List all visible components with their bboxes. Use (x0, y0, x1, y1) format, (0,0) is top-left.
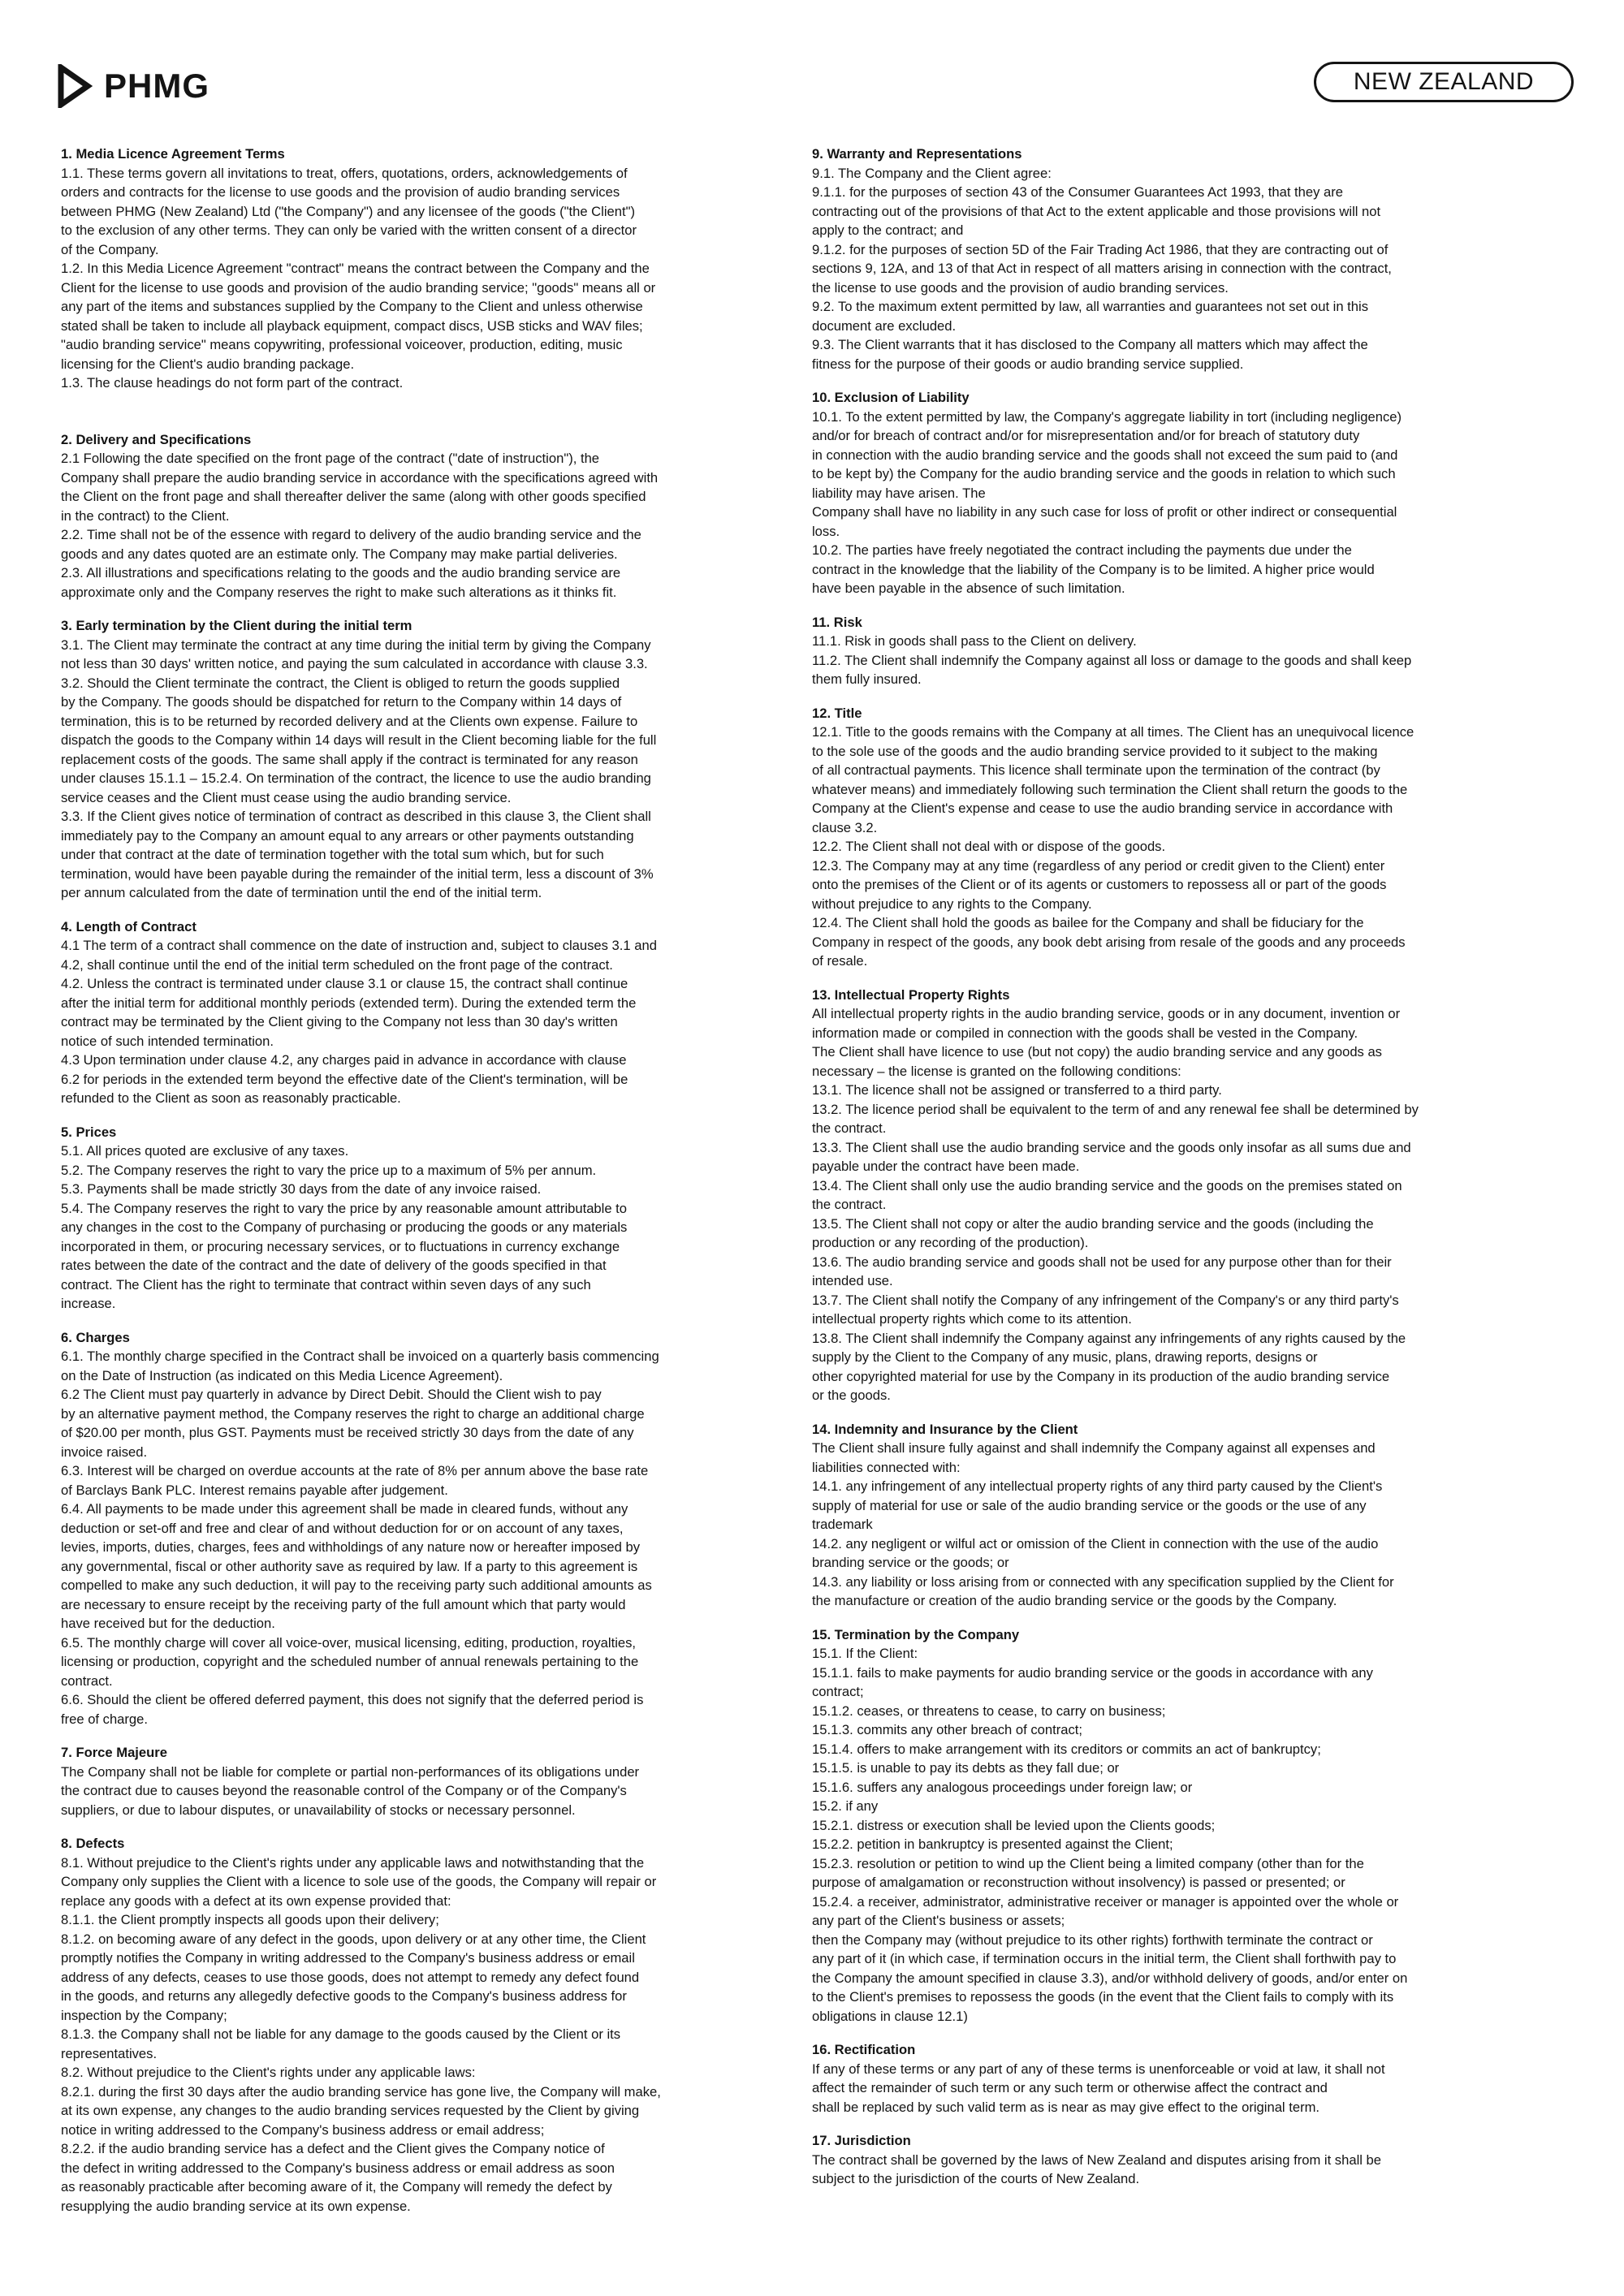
section-line: them fully insured. (812, 671, 922, 687)
section-line: 6.5. The monthly charge will cover all voice-over, musical licensing, editing, production, royalties, (61, 1634, 637, 1651)
section-line: 1.2. In this Media Licence Agreement "contract" means the contract between the Company and the (61, 261, 650, 276)
section-line: 13.1. The licence shall not be assigned or transferred to a third party. (812, 1082, 1222, 1098)
section-line: 8.2.1. during the first 30 days after the audio branding service has gone live, the Company will make, (61, 2083, 661, 2100)
section-line: whatever means) and immediately following such termination the Client shall return the goods to the (812, 781, 1408, 797)
section-line: the Client on the front page and shall thereafter deliver the same (along with other goods specified (61, 489, 646, 504)
section-line: as reasonably practicable after becoming aware of it, the Company will remedy the defect by (61, 2179, 612, 2195)
section-line: Company shall prepare the audio branding service in accordance with the specifications agreed with (61, 469, 659, 486)
section-line: supply of material for use or sale of the audio branding service or the goods or the use of any (812, 1497, 1367, 1513)
section-line: any changes in the cost to the Company of purchasing or producing the goods or any materials (61, 1219, 628, 1235)
section-line: 15.1.6. suffers any analogous proceedings under foreign law; or (812, 1779, 1193, 1795)
section-line: 14.1. any infringement of any intellectual property rights of any third party caused by the Client's (812, 1478, 1383, 1494)
section-line: contract. The Client has the right to terminate that contract within seven days of any such (61, 1276, 591, 1293)
section-line: information made or compiled in connection with the goods shall be vested in the Company. (812, 1025, 1358, 1041)
terms-section (812, 145, 1506, 373)
section-line: the defect in writing addressed to the Company's business address or email address as soon (61, 2160, 615, 2176)
terms-section (61, 1328, 780, 1729)
section-heading: 1. Media Licence Agreement Terms (61, 146, 285, 162)
terms-section (812, 2040, 1506, 2117)
section-line: 3.1. The Client may terminate the contract at any time during the initial term by giving the Company (61, 637, 651, 653)
section-line: If any of these terms or any part of any of these terms is unenforceable or void at law, it shall not (812, 2061, 1385, 2077)
section-line: 15.2.4. a receiver, administrator, administrative receiver or manager is appointed over the whole or (812, 1893, 1399, 1910)
section-line: 1.1. These terms govern all invitations to treat, offers, quotations, orders, acknowledgements of (61, 165, 628, 181)
section-line: to the Client's premises to repossess the goods (in the event that the Client fails to comply with its (812, 1989, 1394, 2005)
section-line: without prejudice to any rights to the Company. (812, 896, 1092, 912)
section-line: payable under the contract have been made. (812, 1159, 1080, 1174)
section-line: 11.2. The Client shall indemnify the Company against all loss or damage to the goods and shall keep (812, 652, 1412, 668)
section-line: Company only supplies the Client with a licence to sole use of the goods, the Company will repair or (61, 1874, 657, 1889)
section-line: Company shall have no liability in any such case for loss of profit or other indirect or consequential (812, 504, 1397, 520)
section-line: of the Company. (61, 241, 159, 257)
section-line: then the Company may (without prejudice to its other rights) forthwith terminate the contract or (812, 1931, 1373, 1948)
section-line: stated shall be taken to include all playback equipment, compact discs, USB sticks and WAV files; (61, 317, 643, 334)
section-line: 9.3. The Client warrants that it has disclosed to the Company all matters which may affect the (812, 337, 1368, 352)
terms-section (61, 1123, 780, 1314)
section-line: contract in the knowledge that the liability of the Company is to be limited. A higher price would (812, 561, 1375, 577)
section-line: purpose of amalgamation or reconstruction without insolvency) is passed or presented; or (812, 1875, 1345, 1890)
section-line: the contract. (812, 1197, 887, 1212)
section-line: 6.2 for periods in the extended term beyond the effective date of the Client's termination, will be (61, 1071, 628, 1087)
section-line: 9.1.1. for the purposes of section 43 of the Consumer Guarantees Act 1993, that they are (812, 184, 1344, 200)
section-line: clause 3.2. (812, 819, 878, 835)
terms-section (812, 704, 1506, 971)
section-line: 5.4. The Company reserves the right to vary the price by any reasonable amount attributable to (61, 1200, 628, 1216)
region-badge: NEW ZEALAND (1314, 62, 1574, 102)
section-line: invoice raised. (61, 1444, 148, 1460)
section-line: approximate only and the Company reserves the right to make such alterations as it thinks fit. (61, 584, 617, 600)
section-line: at its own expense, any changes to the audio branding services requested by the Client by giving (61, 2103, 640, 2118)
section-line: orders and contracts for the license to use goods and the provision of audio branding services (61, 184, 620, 200)
section-line: 6.3. Interest will be charged on overdue accounts at the rate of 8% per annum above the base rate (61, 1463, 649, 1478)
section-line: 15.1.1. fails to make payments for audio branding service or the goods in accordance with any (812, 1664, 1373, 1681)
section-line: the license to use goods and the provision of audio branding services. (812, 279, 1229, 296)
section-line: 8.1.1. the Client promptly inspects all goods upon their delivery; (61, 1912, 439, 1927)
terms-column-right (812, 145, 1506, 2203)
terms-section (61, 145, 780, 393)
section-line: free of charge. (61, 1711, 149, 1727)
section-line: fitness for the purpose of their goods or audio branding service supplied. (812, 356, 1244, 372)
section-line: refunded to the Client as soon as reasonably practicable. (61, 1090, 401, 1106)
section-line: licensing for the Client's audio branding package. (61, 356, 355, 372)
section-line: 2.2. Time shall not be of the essence with regard to delivery of the audio branding service and the (61, 527, 641, 542)
terms-section (812, 1420, 1506, 1611)
section-line: in the goods, and returns any allegedly defective goods to the Company's business address for (61, 1988, 627, 2004)
section-line: liabilities connected with: (812, 1459, 961, 1475)
section-line: to the exclusion of any other terms. They can only be varied with the written consent of a director (61, 222, 637, 238)
terms-section (61, 917, 780, 1108)
section-line: The contract shall be governed by the laws of New Zealand and disputes arising from it shall be (812, 2151, 1382, 2168)
section-line: 8.1.3. the Company shall not be liable for any damage to the goods caused by the Client or its (61, 2026, 621, 2042)
section-line: 2.3. All illustrations and specifications relating to the goods and the audio branding service are (61, 565, 621, 580)
section-line: 5.1. All prices quoted are exclusive of any taxes. (61, 1143, 349, 1159)
section-line: 8.2. Without prejudice to the Client's rights under any applicable laws: (61, 2065, 476, 2080)
section-line: are necessary to ensure receipt by the receiving party of the full amount which that party would (61, 1596, 626, 1612)
section-line: document are excluded. (812, 317, 957, 334)
section-line: licensing or production, copyright and the scheduled number of annual renewals pertaining to the (61, 1654, 639, 1669)
section-line: necessary – the license is granted on the following conditions: (812, 1063, 1181, 1079)
section-line: to the sole use of the goods and the audio branding service provided to it subject to the making (812, 743, 1378, 759)
section-heading: 13. Intellectual Property Rights (812, 986, 1010, 1003)
section-line: 3.2. Should the Client terminate the contract, the Client is obliged to return the goods supplied (61, 675, 620, 691)
section-heading: 14. Indemnity and Insurance by the Client (812, 1421, 1078, 1437)
section-line: 13.3. The Client shall use the audio branding service and the goods only insofar as all sums due and (812, 1139, 1411, 1155)
section-line: shall be replaced by such valid term as is near as may give effect to the original term. (812, 2099, 1320, 2115)
section-line: in connection with the audio branding service and the goods shall not exceed the sum paid to (and (812, 447, 1398, 463)
section-line: 1.3. The clause headings do not form part of the contract. (61, 375, 404, 391)
section-line: 15.2. if any (812, 1798, 879, 1814)
section-line: incorporated in them, or procuring necessary services, or to fluctuations in currency exchange (61, 1238, 620, 1254)
section-heading: 3. Early termination by the Client during the initial term (61, 618, 412, 633)
section-line: dispatch the goods to the Company within 14 days will result in the Client becoming liable for the full (61, 732, 657, 748)
section-line: 12.1. Title to the goods remains with the Company at all times. The Client has an unequivocal licence (812, 724, 1415, 740)
section-line: 13.8. The Client shall indemnify the Company against any infringements of any rights caused by the (812, 1330, 1406, 1346)
section-line: 4.2. Unless the contract is terminated under clause 3.1 or clause 15, the contract shall continue (61, 976, 628, 991)
section-line: in the contract) to the Client. (61, 507, 230, 524)
section-line: 8.1. Without prejudice to the Client's rights under any applicable laws and notwithstanding that the (61, 1854, 645, 1871)
section-line: of $20.00 per month, plus GST. Payments must be received strictly 30 days from the date of any (61, 1425, 634, 1440)
section-line: contract. (61, 1672, 113, 1689)
section-line: 6.4. All payments to be made under this agreement shall be made in cleared funds, without any (61, 1501, 628, 1517)
section-line: after the initial term for additional monthly periods (extended term). During the extended term the (61, 995, 637, 1011)
section-line: 4.2, shall continue until the end of the initial term scheduled on the front page of the contract. (61, 956, 613, 973)
section-heading: 5. Prices (61, 1124, 117, 1140)
section-line: have been payable in the absence of such limitation. (812, 580, 1125, 596)
section-line: Company at the Client's expense and cease to use the audio branding service in accordance with (812, 801, 1393, 816)
section-line: 15.1.2. ceases, or threatens to cease, to carry on business; (812, 1703, 1166, 1719)
section-line: 10.2. The parties have freely negotiated the contract including the payments due under the (812, 542, 1352, 558)
section-line: under clauses 15.1.1 – 15.2.4. On termination of the contract, the licence to use the audio branding (61, 770, 651, 786)
section-line: and/or for breach of contract and/or for misrepresentation and/or for breach of statutory duty (812, 428, 1360, 443)
section-line: 15.2.1. distress or execution shall be levied upon the Clients goods; (812, 1817, 1216, 1833)
section-line: 15.1.5. is unable to pay its debts as they fall due; or (812, 1760, 1120, 1776)
section-line: 11.1. Risk in goods shall pass to the Client on delivery. (812, 633, 1137, 649)
section-line: immediately pay to the Company an amount equal to any arrears or other payments outstanding (61, 827, 634, 844)
terms-section (61, 1743, 780, 1819)
section-line: contract; (812, 1684, 864, 1699)
section-heading: 17. Jurisdiction (812, 2133, 911, 2148)
section-line: 13.4. The Client shall only use the audio branding service and the goods on the premises stated on (812, 1177, 1402, 1193)
section-line: resupplying the audio branding service at its own expense. (61, 2198, 411, 2214)
section-line: 9.1. The Company and the Client agree: (812, 165, 1052, 181)
section-line: of Barclays Bank PLC. Interest remains payable after judgement. (61, 1482, 448, 1498)
section-line: or the goods. (812, 1388, 891, 1403)
section-line: termination, would have been payable during the remainder of the initial term, less a discount of 3% (61, 865, 654, 882)
section-line: 9.2. To the maximum extent permitted by law, all warranties and guarantees not set out in this (812, 299, 1369, 314)
terms-section (812, 2131, 1506, 2189)
section-line: 3.3. If the Client gives notice of termination of contract as described in this clause 3, the Client shall (61, 809, 651, 824)
section-line: intended use. (812, 1273, 893, 1288)
section-line: 4.3 Upon termination under clause 4.2, any charges paid in advance in accordance with clause (61, 1052, 627, 1068)
section-line: 8.2.2. if the audio branding service has a defect and the Client gives the Company notice of (61, 2141, 605, 2156)
section-line: between PHMG (New Zealand) Ltd ("the Company") and any licensee of the goods ("the Client") (61, 203, 636, 219)
section-line: 5.2. The Company reserves the right to vary the price up to a maximum of 5% per annum. (61, 1162, 597, 1178)
section-line: inspection by the Company; (61, 2007, 227, 2023)
terms-section (61, 1834, 780, 2216)
section-line: The Client shall have licence to use (but not copy) the audio branding service and any goods as (812, 1044, 1382, 1060)
section-line: of resale. (812, 953, 868, 969)
section-heading: 6. Charges (61, 1329, 130, 1345)
section-heading: 7. Force Majeure (61, 1745, 167, 1760)
section-line: affect the remainder of such term or any such term or otherwise affect the contract and (812, 2080, 1328, 2095)
section-line: 14.3. any liability or loss arising from or connected with any specification supplied by the Client for (812, 1573, 1394, 1590)
section-line: other copyrighted material for use by the Company in its production of the audio branding service (812, 1368, 1390, 1384)
section-line: "audio branding service" means copywriting, professional voiceover, production, editing, music (61, 337, 623, 352)
terms-section (812, 1625, 1506, 2026)
brand-name: PHMG (104, 67, 209, 105)
section-heading: 10. Exclusion of Liability (812, 390, 970, 405)
section-line: contract may be terminated by the Client giving to the Company not less than 30 day's written (61, 1014, 618, 1029)
terms-section (812, 613, 1506, 689)
section-line: 15.2.3. resolution or petition to wind up the Client being a limited company (other than for the (812, 1855, 1364, 1871)
section-line: under that contract at the date of termination together with the total sum which, but for such (61, 847, 604, 862)
section-line: 12.4. The Client shall hold the goods as bailee for the Company and shall be fiduciary for the (812, 915, 1364, 930)
terms-section (812, 388, 1506, 598)
terms-section (61, 616, 780, 903)
section-heading: 12. Title (812, 705, 862, 721)
section-line: contracting out of the provisions of that Act to the extent applicable and those provisions will not (812, 203, 1381, 219)
section-heading: 16. Rectification (812, 2042, 916, 2057)
section-line: loss. (812, 523, 840, 539)
section-line: Company in respect of the goods, any book debt arising from resale of the goods and any proceeds (812, 934, 1406, 950)
section-line: apply to the contract; and (812, 222, 964, 238)
section-line: suppliers, or due to labour disputes, or unavailability of stocks or necessary personnel. (61, 1802, 576, 1818)
section-line: intellectual property rights which come to its attention. (812, 1311, 1132, 1327)
brand-logo (57, 63, 209, 109)
section-heading: 4. Length of Contract (61, 918, 197, 934)
section-line: Client for the license to use goods and provision of the audio branding service; "goods" means all or (61, 279, 656, 296)
section-line: deduction or set-off and free and clear of and without deduction for or on account of any taxes, (61, 1520, 624, 1536)
section-line: increase. (61, 1296, 116, 1311)
section-line: 14.2. any negligent or wilful act or omission of the Client in connection with the use of the audio (812, 1535, 1379, 1552)
section-line: 12.3. The Company may at any time (regardless of any period or credit given to the Client) enter (812, 857, 1385, 874)
section-line: termination, this is to be returned by recorded delivery and at the Clients own expense. Failure to (61, 713, 638, 729)
section-line: subject to the jurisdiction of the courts of New Zealand. (812, 2171, 1140, 2186)
section-line: 6.2 The Client must pay quarterly in advance by Direct Debit. Should the Client wish to pay (61, 1387, 602, 1402)
section-line: levies, imports, duties, charges, fees and withholdings of any nature now or hereafter imposed by (61, 1539, 640, 1555)
section-line: have received but for the deduction. (61, 1616, 275, 1631)
section-line: representatives. (61, 2045, 158, 2061)
section-line: notice in writing addressed to the Company's business address or email address; (61, 2121, 545, 2138)
section-line: of all contractual payments. This licence shall terminate upon the termination of the contract (by (812, 762, 1380, 778)
section-line: All intellectual property rights in the audio branding service, goods or in any document, invention or (812, 1006, 1401, 1021)
section-line: 2.1 Following the date specified on the front page of the contract ("date of instruction"), the (61, 451, 600, 466)
section-line: 6.1. The monthly charge specified in the Contract shall be invoiced on a quarterly basis commencing (61, 1349, 659, 1364)
section-line: any part of it (in which case, if termination occurs in the initial term, the Client shall forthwith pay to (812, 1951, 1397, 1966)
section-heading: 8. Defects (61, 1836, 125, 1851)
section-line: the manufacture or creation of the audio branding service or the goods by the Company. (812, 1593, 1337, 1608)
section-line: to be kept by) the Company for the audio branding service and the goods in relation to which such (812, 466, 1396, 481)
section-line: 15.2.2. petition in bankruptcy is presented against the Client; (812, 1836, 1173, 1852)
section-line: 12.2. The Client shall not deal with or dispose of the goods. (812, 839, 1166, 854)
section-line: onto the premises of the Client or of its agents or customers to repossess all or part of the goods (812, 877, 1387, 892)
section-line: goods and any dates quoted are an estimate only. The Company may make partial deliveries. (61, 546, 618, 562)
play-triangle-logo-icon (57, 64, 93, 108)
section-line: notice of such intended termination. (61, 1033, 274, 1049)
section-line: obligations in clause 12.1) (812, 2008, 968, 2024)
section-line: 9.1.2. for the purposes of section 5D of the Fair Trading Act 1986, that they are contracting out of (812, 241, 1389, 257)
section-line: trademark (812, 1517, 873, 1532)
section-line: 6.6. Should the client be offered deferred payment, this does not signify that the deferred period is (61, 1692, 644, 1707)
section-line: 5.3. Payments shall be made strictly 30 days from the date of any invoice raised. (61, 1181, 542, 1197)
section-heading: 15. Termination by the Company (812, 1626, 1020, 1642)
section-line: any part of the items and substances supplied by the Company to the Client and unless otherwise (61, 299, 643, 314)
section-line: the contract. (812, 1120, 887, 1136)
section-line: 10.1. To the extent permitted by law, the Company's aggregate liability in tort (including negligence) (812, 408, 1402, 425)
section-line: 15.1. If the Client: (812, 1646, 918, 1661)
section-line: 13.2. The licence period shall be equivalent to the term of and any renewal fee shall be determined by (812, 1101, 1419, 1117)
section-line: The Company shall not be liable for complete or partial non-performances of its obligations under (61, 1763, 640, 1780)
section-line: compelled to make any such deduction, it will pay to the receiving party such additional amounts as (61, 1577, 652, 1593)
section-line: the contract due to causes beyond the reasonable control of the Company or of the Company's (61, 1783, 627, 1798)
section-line: liability may have arisen. The (812, 485, 986, 501)
section-line: The Client shall insure fully against and shall indemnify the Company against all expenses and (812, 1440, 1376, 1456)
section-line: 15.1.3. commits any other breach of contract; (812, 1722, 1082, 1737)
section-line: by the Company. The goods should be dispatched for return to the Company within 14 days of (61, 694, 622, 710)
section-line: 13.6. The audio branding service and goods shall not be used for any purpose other than for their (812, 1254, 1392, 1270)
section-line: not less than 30 days' written notice, and paying the sum calculated in accordance with clause 3.3. (61, 656, 648, 671)
section-heading: 2. Delivery and Specifications (61, 431, 252, 447)
section-line: 13.5. The Client shall not copy or alter the audio branding service and the goods (including the (812, 1215, 1374, 1232)
section-line: replacement costs of the goods. The same shall apply if the contract is terminated for any reason (61, 751, 638, 767)
section-line: by an alternative payment method, the Company reserves the right to charge an additional charge (61, 1405, 645, 1422)
section-line: supply by the Client to the Company of any music, plans, drawing reports, designs or (812, 1349, 1318, 1365)
section-heading: 9. Warranty and Representations (812, 146, 1022, 162)
section-line: per annum calculated from the date of termination until the end of the initial term. (61, 885, 542, 900)
section-line: production or any recording of the production). (812, 1235, 1089, 1250)
section-line: service ceases and the Client must cease using the audio branding service. (61, 789, 512, 805)
section-line: rates between the date of the contract and the date of delivery of the goods specified in that (61, 1258, 607, 1273)
section-line: promptly notifies the Company in writing addressed to the Company's business address or email (61, 1950, 635, 1966)
section-line: 4.1 The term of a contract shall commence on the date of instruction and, subject to clauses 3.1 and (61, 938, 657, 953)
section-line: 13.7. The Client shall notify the Company of any infringement of the Company's or any third party's (812, 1292, 1399, 1308)
section-line: branding service or the goods; or (812, 1555, 1009, 1570)
terms-section (61, 430, 780, 602)
section-line: on the Date of Instruction (as indicated on this Media Licence Agreement). (61, 1367, 503, 1383)
section-line: sections 9, 12A, and 13 of that Act in respect of all matters arising in connection with the contract, (812, 261, 1392, 276)
section-heading: 11. Risk (812, 614, 862, 630)
section-line: replace any goods with a defect at its own expense provided that: (61, 1892, 451, 1909)
section-line: 15.1.4. offers to make arrangement with its creditors or commits an act of bankruptcy; (812, 1741, 1321, 1757)
section-line: address of any defects, ceases to use those goods, does not attempt to remedy any defect found (61, 1969, 640, 1985)
section-line: any governmental, fiscal or other authority save as required by law. If a party to this agreement is (61, 1558, 638, 1574)
section-line: 8.1.2. on becoming aware of any defect in the goods, upon delivery or at any other time, the Client (61, 1931, 646, 1947)
section-line: any part of the Client's business or assets; (812, 1913, 1065, 1928)
terms-column-left (61, 145, 780, 2230)
section-line: the Company the amount specified in clause 3.3), and/or withhold delivery of goods, and/or enter on (812, 1970, 1408, 1986)
terms-section (812, 986, 1506, 1405)
